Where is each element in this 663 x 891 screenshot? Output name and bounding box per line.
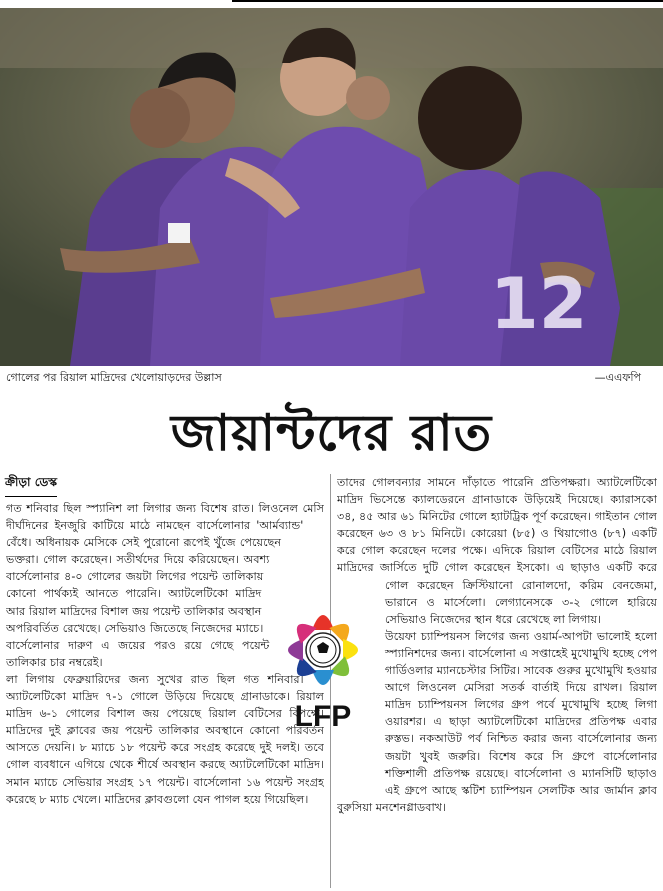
photo-credit: —এএফপি bbox=[594, 371, 641, 384]
lfp-logo-text: LFP bbox=[294, 700, 352, 733]
photo-caption-row bbox=[0, 368, 663, 388]
article-paragraph: লা লিগায় ফেব্রুয়ারিদের জন্য সুখের রাত ছিল গত শনিবার। অ্যাটলেটিকো মাদ্রিদ ৭-১ গোলে উড়িয়ে দিয়েছে গ্রানাডাকে। রিয়াল মাদ্রিদ ৬-১ গোলের বিশাল জয় পেয়েছে রিয়াল বেটিসের বিপক্ষে। মাদ্রিদের দুই ক্লাবের জয় পয়েন্ট তালিকার অবস্থানে কোনো পরিবর্তন আসতে দেয়নি। ৮ ম্যাচে ১৮ পয়েন্ট করে সংগ্রহ করেছে দুই দলই। তবে গোল ব্যবধানে এগিয়ে থেকে শীর্ষে অবস্থান করছে অ্যাটলেটিকো মাদ্রিদ। সমান ম্যাচে সেভিয়ার সংগ্রহ ১৭ পয়েন্ট। বার্সেলোনা ১৬ পয়েন্ট সংগ্রহ করেছে ৮ ম্যাচ খেলে। মাদ্রিদের ক্লাবগুলো যেন পাগল হয়ে গিয়েছিল। bbox=[6, 672, 324, 806]
article-right-column bbox=[337, 474, 657, 888]
jersey-number: 12 bbox=[490, 263, 588, 345]
headline: জায়ান্টদের রাত bbox=[170, 403, 493, 462]
top-rule bbox=[232, 0, 663, 2]
photo-caption: গোলের পর রিয়াল মাদ্রিদের খেলোয়াড়দের উল্লাস bbox=[6, 371, 222, 384]
news-photo bbox=[0, 8, 663, 366]
article-paragraph: তাদের গোলবন্যার সামনে দাঁড়াতে পারেনি প্রতিপক্ষরা। অ্যাটলেটিকো মাদ্রিদ ভিসেন্তে ক্যালডেরনে গ্রানাডাকে উড়িয়েই দিয়েছে। ক্যারাসকো ৩৪, ৪৫ আর ৬১ মিনিটের গোলে হ্যাটট্রিক পূর্ণ করেছেন। গাইতান গোল করেছেন ৬৩ ও ৮১ মিনিটে। কোরেয়া (৮৫) ও থিয়াগোও (৮৭) একটি করে গোল করেছেন দলের পক্ষে। এদিকে রিয়াল বেটিসের মাঠে রিয়াল মাদ্রিদের জার্সিতে দুটি গোল করেছেন ইসকো। এ ছাড়াও একটি করে গোল করেছেন ক্রিস্টিয়ানো রোনালদো, করিম বেনজেমা, ভারানে ও মার্সেলো। লেগ্যানেসকে ৩-২ গোলে হারিয়ে সেভিয়াও নিজেদের স্থান ধরে রেখেছে লা লিগায়। bbox=[337, 476, 657, 626]
article-paragraph: উয়েফা চ্যাম্পিয়নস লিগের জন্য ওয়ার্ম-আপটা ভালোই হলো স্প্যানিশদের জন্য। বার্সেলোনা এ সপ্তাহেই মুখোমুখি হচ্ছে পেপ গার্ডিওলার ম্যানচেস্টার সিটির। সাবেক গুরুর মুখোমুখি হওয়ার আগে লিওনেল মেসিরা সতর্ক বার্তাই দিয়ে রাখল। রিয়াল মাদ্রিদ চ্যাম্পিয়নস লিগের গ্রুপ পর্বে মুখোমুখি হচ্ছে লিগা ওয়ারশর। এ ছাড়া অ্যাটলেটিকো মাদ্রিদের প্রতিপক্ষ এবার রুস্তভ। নকআউট পর্ব নিশ্চিত করার জন্য বার্সেলোনার জন্য জয়টা খুবই জরুরি। বিশেষ করে সি গ্রুপে বার্সেলোনার শক্তিশালী প্রতিপক্ষ রয়েছে। বার্সেলোনা ও ম্যানসিটি ছাড়াও এই গ্রুপে আছে স্কটিশ চ্যাম্পিয়ন সেলটিক আর জার্মান ক্লাব বুরুসিয়া মনশেনগ্লাডবাখ। bbox=[337, 629, 657, 814]
players-celebration-image bbox=[0, 8, 663, 366]
desk-byline: ক্রীড়া ডেস্ক bbox=[5, 474, 57, 497]
lfp-logo bbox=[268, 598, 378, 733]
lfp-logo-icon bbox=[268, 598, 378, 733]
article-paragraph: গত শনিবার ছিল স্প্যানিশ লা লিগার জন্য বিশেষ রাত। লিওনেল মেসি দীর্ঘদিনের ইনজুরি কাটিয়ে মাঠে নামছেন বার্সেলোনার 'আর্মব্যান্ড' বেঁধে। অধিনায়ক মেসিকে সেই পুরোনো রূপেই খুঁজে পেয়েছেন ভক্তরা। গোল করেছেন। সতীর্থদের দিয়ে করিয়েছেন। অবশ্য বার্সেলোনার ৪-০ গোলের জয়টা লিগের পয়েন্ট তালিকায় কোনো পার্থক্যই আনতে পারেনি। অ্যাটলেটিকো মাদ্রিদ আর রিয়াল মাদ্রিদের বিশাল জয় পয়েন্ট তালিকার অবস্থান অপরিবর্তিত রেখেছে। সেভিয়াও জিতেছে নিজেদের ম্যাচে। বার্সেলোনার দারুণ এ জয়ের পরও রয়ে গেছে পয়েন্ট তালিকার চার নম্বরেই। bbox=[6, 502, 324, 669]
